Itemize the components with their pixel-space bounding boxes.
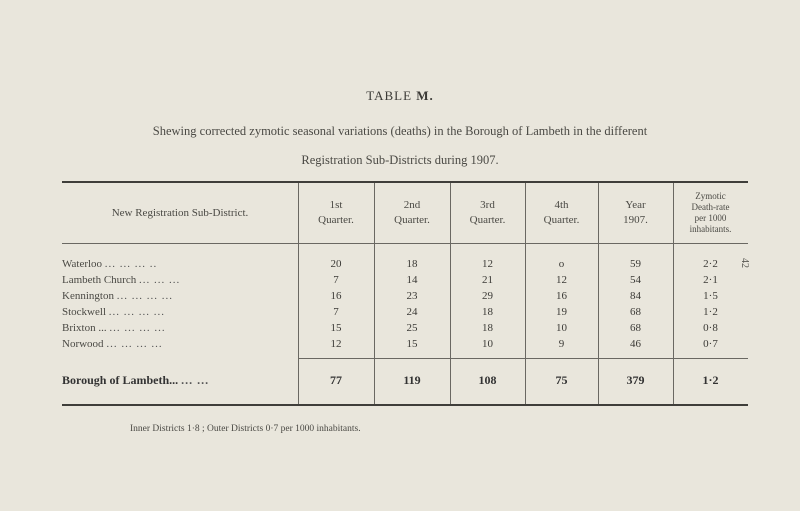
- table-cell: 9: [558, 338, 565, 350]
- table-cell: 1·2: [703, 306, 718, 318]
- header-q2: 2nd Quarter.: [394, 199, 430, 226]
- page-number: 42: [739, 258, 750, 268]
- district-name: [62, 274, 298, 286]
- district-name: [62, 306, 298, 318]
- table-cell: 23: [406, 290, 418, 302]
- header-rate: Zymotic Death-rate per 1000 inhabitants.: [689, 191, 732, 234]
- table-cell: 10: [556, 322, 567, 334]
- table-label: TABLE: [366, 88, 413, 103]
- leader-dots: ... ... ...: [138, 274, 181, 286]
- table-cell: 25: [406, 322, 418, 334]
- table-cell: 29: [482, 290, 493, 302]
- district-name: [62, 258, 298, 270]
- table-cell: 15: [330, 322, 342, 334]
- bottom-rule: [62, 404, 748, 406]
- header-year: Year 1907.: [623, 199, 648, 226]
- header-q3: 3rd Quarter.: [469, 199, 506, 226]
- table-cell: 18: [482, 322, 493, 334]
- district-label: Borough of Lambeth...: [62, 373, 179, 387]
- table-cell: 84: [630, 290, 641, 302]
- table-cell: 75: [555, 373, 568, 387]
- table-cell: 0·8: [703, 322, 718, 334]
- table-cell: 1·5: [703, 290, 718, 302]
- district-name: [62, 338, 298, 350]
- district-name: [62, 322, 298, 334]
- footer-note: Inner Districts 1·8 ; Outer Districts 0·7 per 1000 inhabitants.: [130, 424, 361, 434]
- leader-dots: ... ... ... ...: [116, 290, 173, 302]
- table-cell: 14: [406, 274, 418, 286]
- table-cell: 108: [478, 373, 497, 387]
- table-cell: 20: [330, 258, 342, 270]
- district-label: Stockwell: [62, 306, 106, 318]
- header-q4: 4th Quarter.: [543, 199, 580, 226]
- district-name: [62, 290, 298, 302]
- leader-dots: ... ... ... ..: [104, 258, 158, 270]
- table-cell: 21: [482, 274, 493, 286]
- table-cell: 379: [626, 373, 645, 387]
- table-cell: 18: [482, 306, 493, 318]
- table-number: M.: [416, 88, 434, 103]
- leader-dots: ... ... ... ...: [108, 306, 165, 318]
- header-q1: 1st Quarter.: [318, 199, 354, 226]
- table-cell: 2·1: [703, 274, 718, 286]
- table-cell: 12: [330, 338, 342, 350]
- leader-dots: ... ...: [181, 373, 210, 387]
- table-cell: 119: [403, 373, 421, 387]
- top-rule: [62, 181, 748, 183]
- header-district: New Registration Sub-District.: [111, 207, 249, 219]
- table-subtitle-line1: Shewing corrected zymotic seasonal variations (deaths) in the Borough of Lambeth in the different: [152, 124, 648, 138]
- header-rule: [62, 243, 748, 244]
- table-cell: 68: [630, 306, 641, 318]
- leader-dots: ... ... ... ...: [106, 338, 163, 350]
- table-cell: o: [558, 258, 565, 270]
- district-label: Norwood: [62, 338, 104, 350]
- table-cell: 0·7: [703, 338, 718, 350]
- table-cell: 59: [630, 258, 641, 270]
- table-cell: 12: [556, 274, 567, 286]
- table-cell: 7: [333, 274, 339, 286]
- district-name: [62, 373, 298, 388]
- leader-dots: ... ... ... ...: [109, 322, 166, 334]
- table-cell: 77: [330, 373, 342, 387]
- district-label: Lambeth Church: [62, 274, 137, 286]
- total-rule: [298, 358, 748, 359]
- table-cell: 7: [333, 306, 339, 318]
- table-cell: 19: [556, 306, 567, 318]
- table-cell: 18: [406, 258, 418, 270]
- table-cell: 68: [630, 322, 641, 334]
- district-label: Waterloo: [62, 258, 103, 270]
- table-cell: 10: [482, 338, 493, 350]
- table-cell: 16: [330, 290, 342, 302]
- table-cell: 24: [406, 306, 418, 318]
- district-label: Kennington: [62, 290, 114, 302]
- table-cell: 15: [406, 338, 418, 350]
- table-cell: 16: [556, 290, 567, 302]
- table-title: [0, 88, 800, 104]
- table-cell: 12: [482, 258, 493, 270]
- table-cell: 54: [630, 274, 641, 286]
- table-cell: 1·2: [702, 373, 719, 387]
- table-cell: 46: [630, 338, 641, 350]
- table-cell: 2·2: [703, 258, 718, 270]
- district-label: Brixton ...: [62, 322, 107, 334]
- table-subtitle-line2: Registration Sub-Districts during 1907.: [301, 153, 499, 167]
